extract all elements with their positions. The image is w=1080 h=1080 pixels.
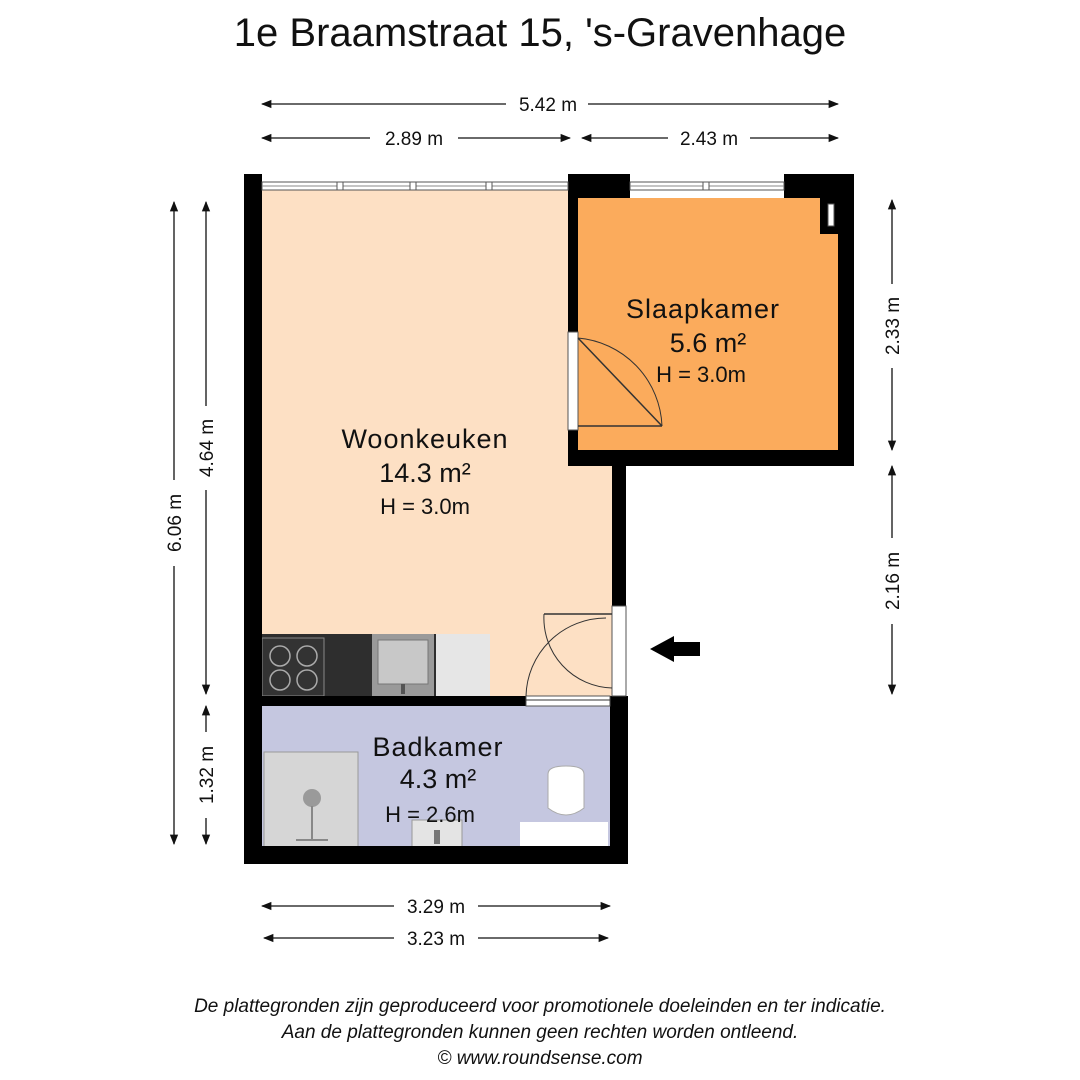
slaapkamer-floor: [578, 198, 838, 452]
arrow-left-icon: [650, 636, 700, 662]
disclaimer-line-2: Aan de plattegronden kunnen geen rechten worden ontleend.: [281, 1022, 799, 1043]
window-slaapkamer-right: [828, 204, 834, 226]
dim-top-right: 2.43 m: [679, 129, 739, 150]
dim-top-total: 5.42 m: [518, 95, 578, 116]
page-title: 1e Braamstraat 15, 's-Gravenhage: [233, 11, 847, 55]
badkamer-height: H = 2.6m: [385, 802, 475, 827]
dim-left-upper: 4.64 m: [197, 418, 218, 478]
woonkeuken-name: Woonkeuken: [341, 424, 509, 454]
disclaimer-line-1: De plattegronden zijn geproduceerd voor promotionele doeleinden en ter indicatie.: [194, 996, 886, 1017]
woonkeuken-area: 14.3 m²: [379, 458, 471, 488]
dim-right-upper: 2.33 m: [883, 296, 904, 356]
dim-top-left: 2.89 m: [384, 129, 444, 150]
disclaimer-copyright: © www.roundsense.com: [437, 1048, 643, 1069]
badkamer-name: Badkamer: [372, 732, 504, 762]
window-top-right: [630, 182, 784, 190]
dim-left-total: 6.06 m: [165, 493, 186, 553]
dim-right-lower: 2.16 m: [883, 551, 904, 611]
dim-left-lower: 1.32 m: [197, 745, 218, 805]
cooktop-icon: [262, 638, 324, 696]
dim-bottom-outer: 3.29 m: [406, 897, 466, 918]
slaapkamer-height: H = 3.0m: [656, 362, 746, 387]
woonkeuken-height: H = 3.0m: [380, 494, 470, 519]
dim-bottom-inner: 3.23 m: [406, 929, 466, 950]
kitchen-sink-icon: [372, 634, 434, 696]
slaapkamer-name: Slaapkamer: [625, 294, 781, 324]
badkamer-area: 4.3 m²: [399, 764, 477, 794]
shower-icon: [264, 752, 358, 848]
disclaimer: [0, 994, 1080, 1072]
window-top-left: [262, 182, 568, 190]
slaapkamer-area: 5.6 m²: [669, 328, 747, 358]
